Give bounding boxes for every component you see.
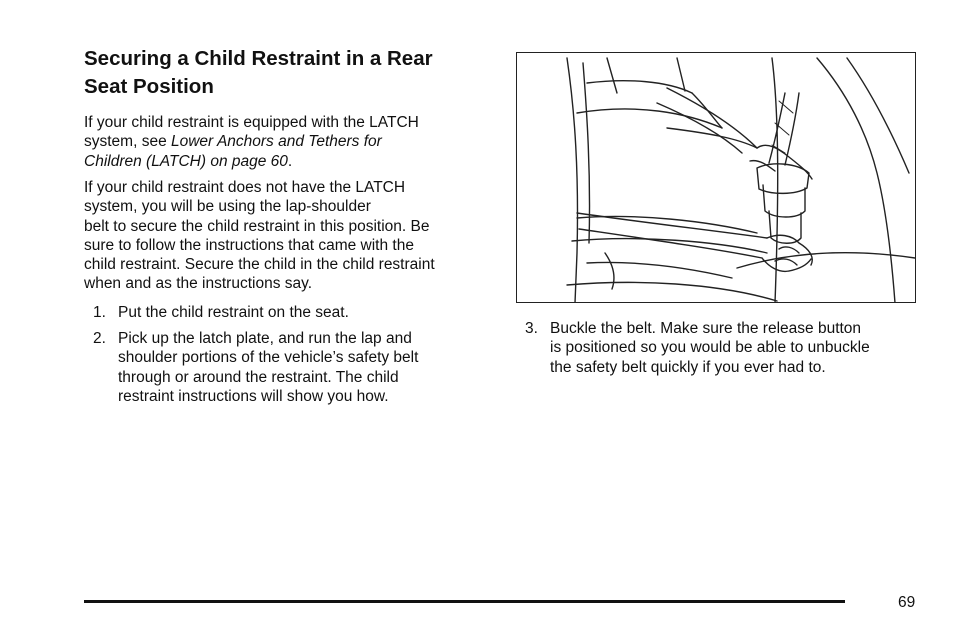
step-1 bbox=[93, 303, 493, 323]
latch-cross-reference-link-cont[interactable]: Children (LATCH) on page 60 bbox=[84, 152, 288, 170]
step-2 bbox=[93, 329, 493, 409]
step-3 bbox=[525, 319, 925, 379]
intro-paragraph-latch: If your child restraint is equipped with the LATCH system, see Lower Anchors and Tethers for Children (LATCH) on page 60. bbox=[84, 114, 419, 170]
latch-cross-reference-link[interactable]: Lower Anchors and Tethers for bbox=[171, 133, 382, 151]
footer-rule bbox=[84, 600, 845, 603]
step-text: Buckle the belt. Make sure the release button is positioned so you would be able to unbuckle the safety belt quickly if you ever had to. bbox=[550, 320, 870, 376]
step-number: 2. bbox=[93, 330, 106, 347]
page-number: 69 bbox=[898, 594, 916, 611]
step-text: Pick up the latch plate, and run the lap and shoulder portions of the vehicle’s safety belt through or around the restraint. The child restraint instructions will show you how. bbox=[118, 330, 419, 405]
section-title-line-1: Securing a Child Restraint in a Rear bbox=[84, 47, 433, 70]
section-title-line-2: Seat Position bbox=[84, 75, 214, 98]
step-number: 1. bbox=[93, 304, 106, 321]
step-text: Put the child restraint on the seat. bbox=[118, 304, 349, 321]
buckling-belt-icon bbox=[517, 53, 916, 303]
intro-paragraph-lap-shoulder: If your child restraint does not have the LATCH system, you will be using the lap-shoulder belt to secure the child restraint in this position. Be sure to follow the instructions that came with the child restraint. Secure the child in the child restraint when and as the instructions say. bbox=[84, 179, 435, 293]
section-title bbox=[84, 45, 504, 101]
step-number: 3. bbox=[525, 320, 538, 337]
buckling-belt-illustration bbox=[516, 52, 916, 303]
